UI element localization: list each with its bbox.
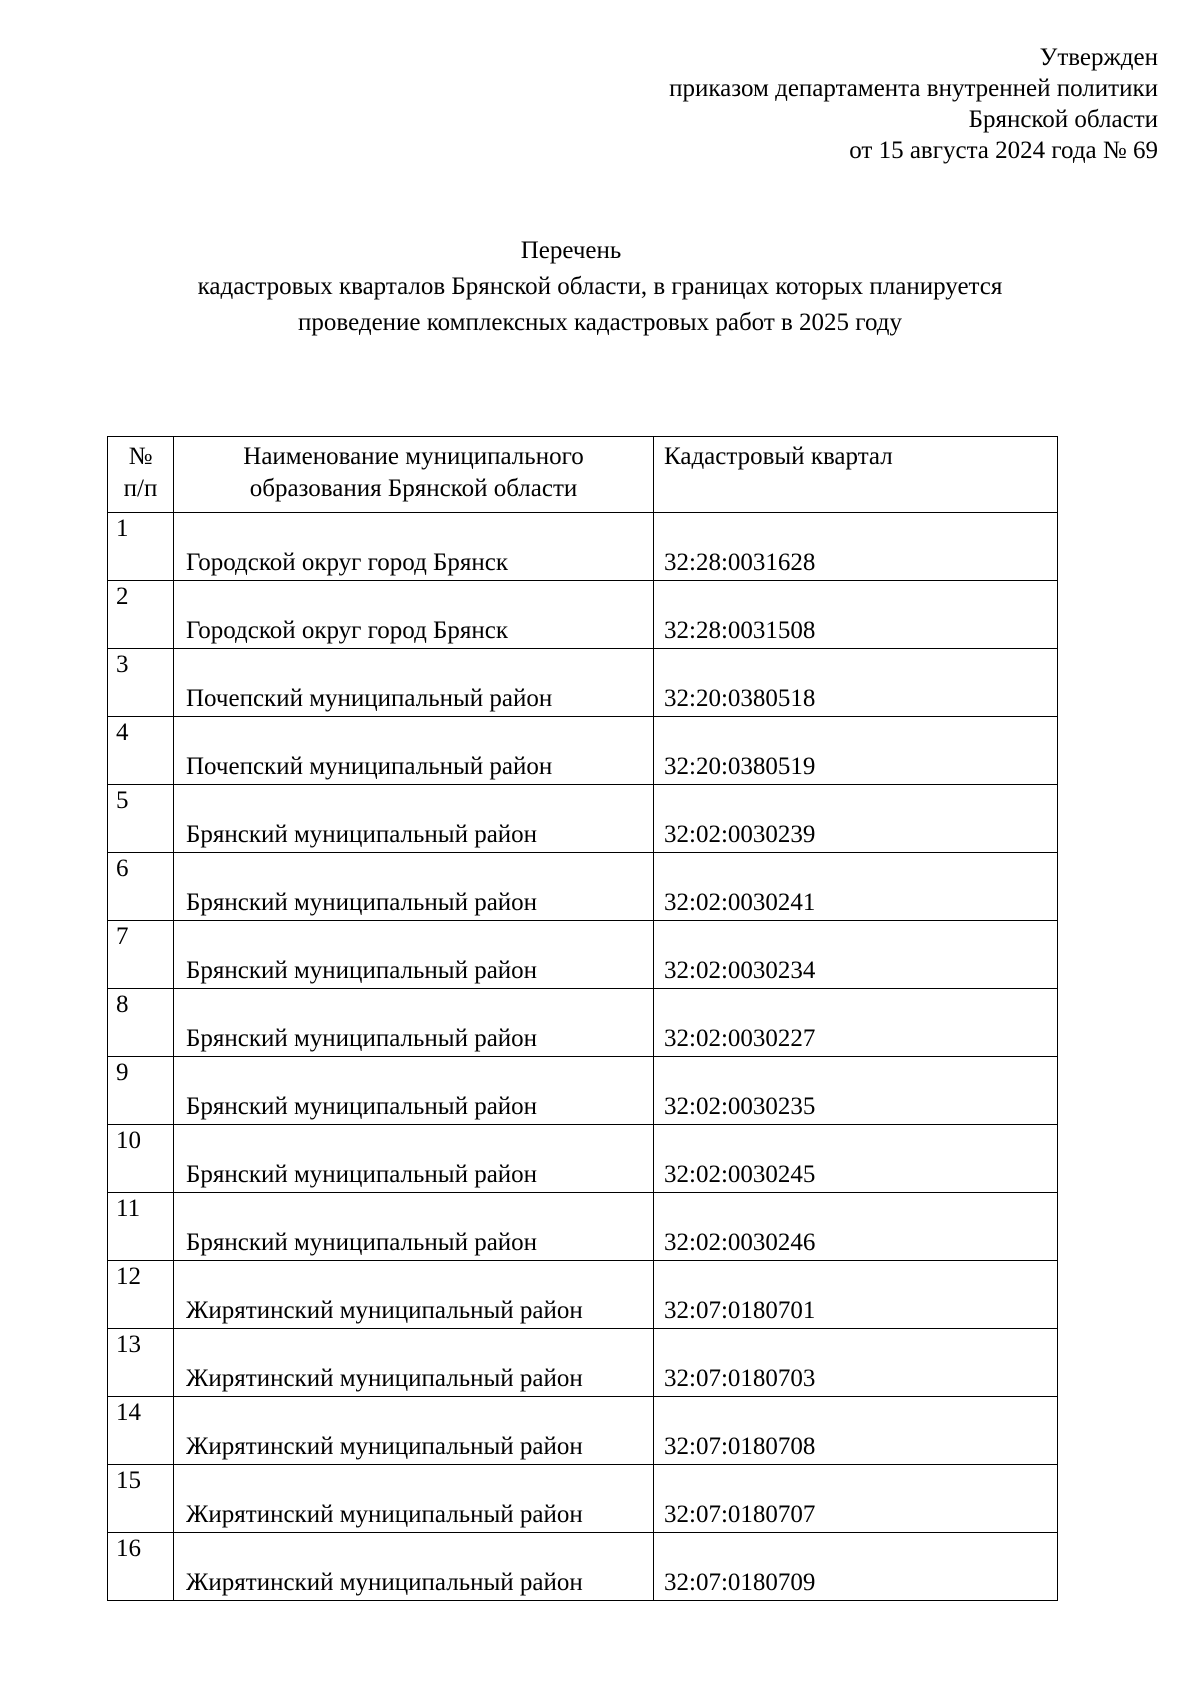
row-number: 5 — [108, 785, 174, 853]
row-number: 8 — [108, 989, 174, 1057]
row-municipality: Брянский муниципальный район — [174, 1125, 654, 1193]
table-row — [108, 513, 1058, 581]
header-number-line-2: п/п — [123, 475, 158, 502]
row-municipality: Брянский муниципальный район — [174, 1057, 654, 1125]
table-row — [108, 989, 1058, 1057]
row-municipality: Почепский муниципальный район — [174, 649, 654, 717]
row-cadastral-quarter: 32:20:0380519 — [654, 717, 1058, 785]
row-cadastral-quarter: 32:20:0380518 — [654, 649, 1058, 717]
row-municipality: Городской округ город Брянск — [174, 513, 654, 581]
row-number: 1 — [108, 513, 174, 581]
document-title: Перечень — [520, 237, 622, 264]
row-number: 4 — [108, 717, 174, 785]
row-number: 9 — [108, 1057, 174, 1125]
row-number: 13 — [108, 1329, 174, 1397]
row-number: 10 — [108, 1125, 174, 1193]
row-number: 3 — [108, 649, 174, 717]
row-municipality: Брянский муниципальный район — [174, 989, 654, 1057]
table-row — [108, 1261, 1058, 1329]
approval-line-2: приказом департамента внутренней политики — [669, 75, 1158, 102]
row-number: 2 — [108, 581, 174, 649]
table-row — [108, 1193, 1058, 1261]
row-municipality: Жирятинский муниципальный район — [174, 1465, 654, 1533]
row-municipality: Жирятинский муниципальный район — [174, 1397, 654, 1465]
row-cadastral-quarter: 32:02:0030246 — [654, 1193, 1058, 1261]
row-municipality: Брянский муниципальный район — [174, 1193, 654, 1261]
document-subtitle-line-2: проведение комплексных кадастровых работ в 2025 году — [298, 309, 902, 336]
header-municipality-line-2: образования Брянской области — [249, 475, 578, 502]
row-municipality: Жирятинский муниципальный район — [174, 1533, 654, 1601]
table-row — [108, 1329, 1058, 1397]
header-number-line-1: № — [128, 443, 153, 470]
row-municipality: Городской округ город Брянск — [174, 581, 654, 649]
row-cadastral-quarter: 32:07:0180708 — [654, 1397, 1058, 1465]
document-heading — [0, 233, 1200, 341]
table-row — [108, 1125, 1058, 1193]
approval-block — [669, 42, 1158, 166]
row-cadastral-quarter: 32:02:0030239 — [654, 785, 1058, 853]
header-number — [108, 437, 174, 513]
row-cadastral-quarter: 32:07:0180707 — [654, 1465, 1058, 1533]
table-row — [108, 1057, 1058, 1125]
row-cadastral-quarter: 32:02:0030235 — [654, 1057, 1058, 1125]
row-number: 12 — [108, 1261, 174, 1329]
table-row — [108, 1397, 1058, 1465]
table-row — [108, 1533, 1058, 1601]
row-cadastral-quarter: 32:07:0180703 — [654, 1329, 1058, 1397]
approval-line-4: от 15 августа 2024 года № 69 — [849, 137, 1158, 164]
table-row — [108, 649, 1058, 717]
table-row — [108, 853, 1058, 921]
table-row — [108, 785, 1058, 853]
row-cadastral-quarter: 32:28:0031628 — [654, 513, 1058, 581]
table-row — [108, 581, 1058, 649]
row-cadastral-quarter: 32:02:0030234 — [654, 921, 1058, 989]
row-cadastral-quarter: 32:28:0031508 — [654, 581, 1058, 649]
row-number: 15 — [108, 1465, 174, 1533]
table-body — [108, 513, 1058, 1601]
row-number: 6 — [108, 853, 174, 921]
row-cadastral-quarter: 32:02:0030241 — [654, 853, 1058, 921]
approval-line-1: Утвержден — [1039, 44, 1158, 71]
row-number: 14 — [108, 1397, 174, 1465]
row-municipality: Почепский муниципальный район — [174, 717, 654, 785]
document-subtitle-line-1: кадастровых кварталов Брянской области, в границах которых планируется — [197, 273, 1003, 300]
row-cadastral-quarter: 32:02:0030245 — [654, 1125, 1058, 1193]
header-cadastral-quarter: Кадастровый квартал — [654, 437, 1058, 513]
row-cadastral-quarter: 32:02:0030227 — [654, 989, 1058, 1057]
row-number: 16 — [108, 1533, 174, 1601]
row-municipality: Брянский муниципальный район — [174, 853, 654, 921]
row-municipality: Жирятинский муниципальный район — [174, 1329, 654, 1397]
cadastral-quarters-table — [107, 436, 1058, 1601]
table-row — [108, 921, 1058, 989]
row-cadastral-quarter: 32:07:0180701 — [654, 1261, 1058, 1329]
row-municipality: Жирятинский муниципальный район — [174, 1261, 654, 1329]
row-municipality: Брянский муниципальный район — [174, 921, 654, 989]
header-municipality — [174, 437, 654, 513]
header-municipality-line-1: Наименование муниципального — [243, 443, 584, 470]
row-number: 11 — [108, 1193, 174, 1261]
table-row — [108, 1465, 1058, 1533]
table-header-row — [108, 437, 1058, 513]
row-municipality: Брянский муниципальный район — [174, 785, 654, 853]
row-cadastral-quarter: 32:07:0180709 — [654, 1533, 1058, 1601]
row-number: 7 — [108, 921, 174, 989]
approval-line-3: Брянской области — [968, 106, 1158, 133]
table-row — [108, 717, 1058, 785]
